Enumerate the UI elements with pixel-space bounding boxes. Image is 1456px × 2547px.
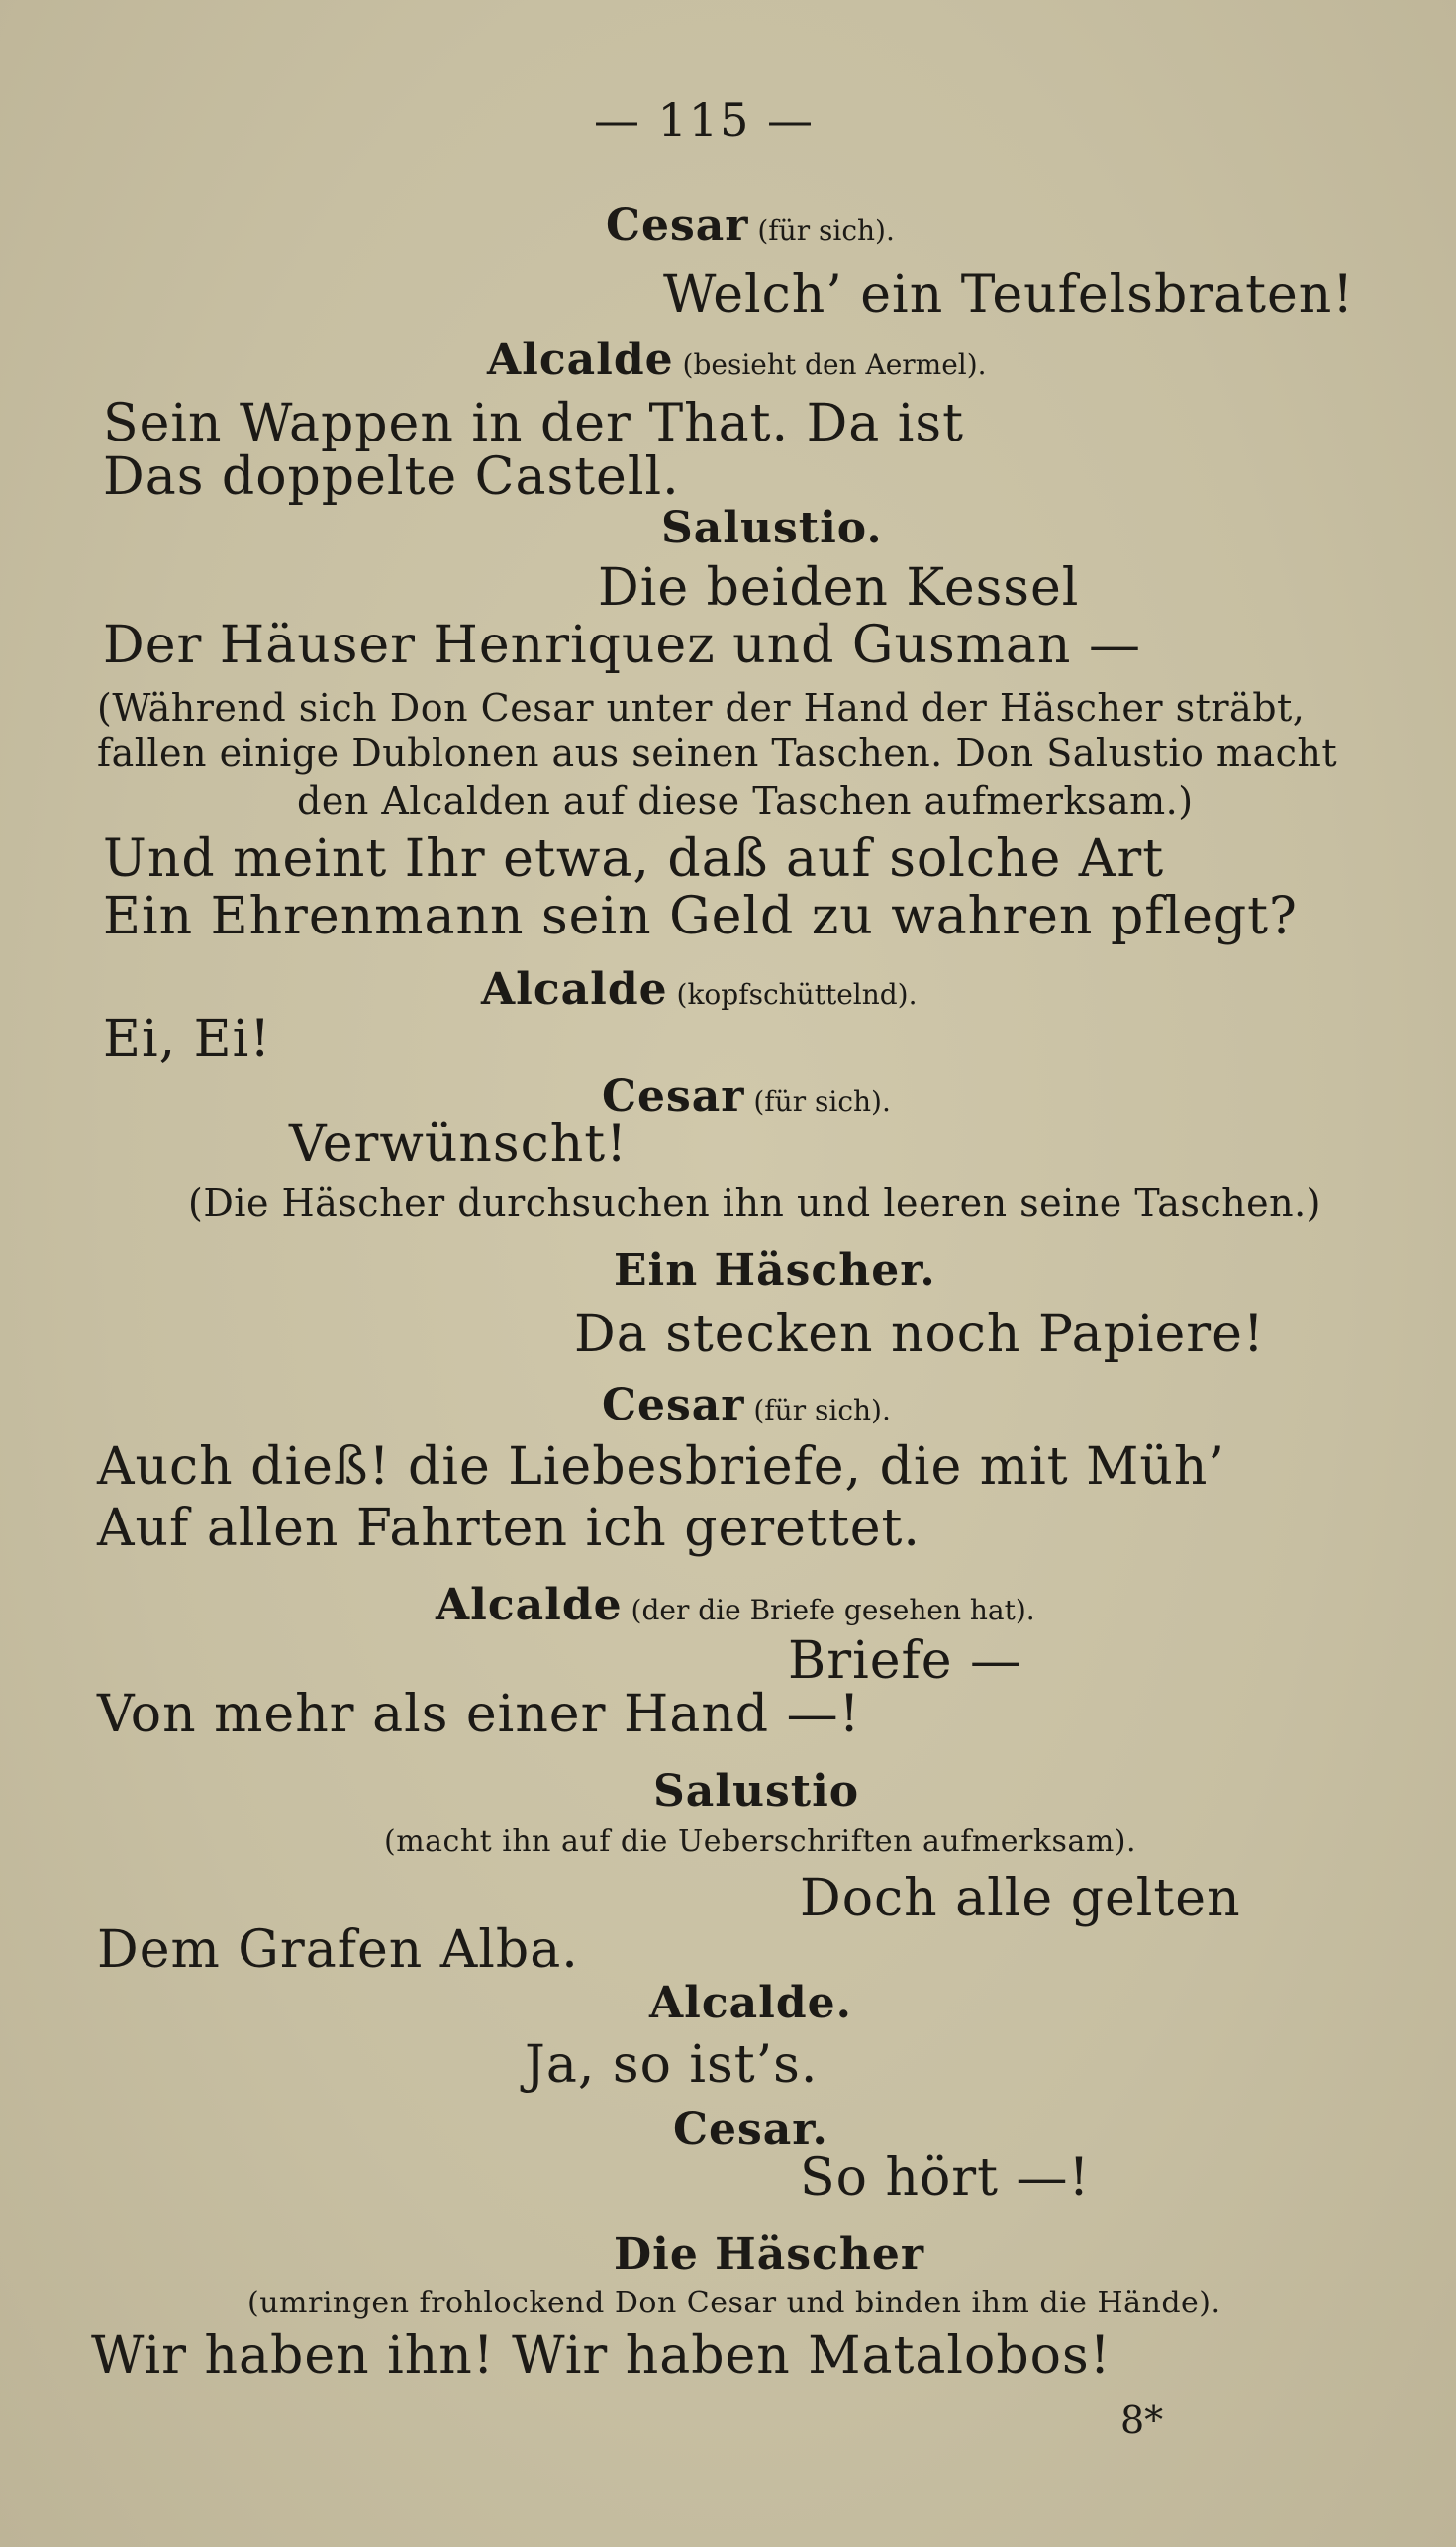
- stage-direction: (kopfschüttelnd).: [667, 978, 918, 1011]
- stage-direction: fallen einige Dublonen aus seinen Taschen. Don Salustio macht: [97, 732, 1338, 775]
- speaker-name: Die Häscher: [614, 2229, 924, 2280]
- verse-line: Briefe —: [788, 1631, 1023, 1691]
- speaker-name: Cesar.: [673, 2105, 828, 2155]
- verse-line: Die beiden Kessel: [598, 558, 1080, 618]
- verse-line: Und meint Ihr etwa, daß auf solche Art: [103, 830, 1165, 889]
- speaker-name: Salustio: [653, 1766, 860, 1816]
- verse-line: Auch dieß! die Liebesbriefe, die mit Müh’: [97, 1437, 1225, 1497]
- verse-line: So hört —!: [800, 2148, 1091, 2207]
- stage-direction: (Die Häscher durchsuchen ihn und leeren seine Taschen.): [188, 1181, 1322, 1225]
- verse-line: Ja, so ist’s.: [525, 2035, 819, 2095]
- speaker-heading: [606, 200, 895, 250]
- page-number: — 115 —: [594, 93, 816, 147]
- stage-direction: den Alcalden auf diese Taschen aufmerksam.): [297, 779, 1194, 823]
- stage-direction: (der die Briefe gesehen hat).: [622, 1594, 1035, 1626]
- speaker-name: Cesar: [606, 200, 749, 250]
- verse-line: Doch alle gelten: [800, 1869, 1241, 1928]
- speaker-name: Cesar: [602, 1071, 745, 1122]
- speaker-name: Alcalde: [436, 1580, 623, 1630]
- verse-line: Das doppelte Castell.: [103, 447, 680, 507]
- verse-line: Sein Wappen in der That. Da ist: [103, 394, 965, 453]
- verse-line: Dem Grafen Alba.: [97, 1920, 579, 1980]
- verse-line: Welch’ ein Teufelsbraten!: [663, 265, 1355, 325]
- speaker-name: Alcalde: [487, 335, 674, 385]
- speaker-name: Alcalde.: [649, 1978, 852, 2028]
- stage-direction: (macht ihn auf die Ueberschriften aufmerksam).: [384, 1824, 1137, 1859]
- verse-line: Der Häuser Henriquez und Gusman —: [103, 616, 1141, 675]
- verse-line: Verwünscht!: [289, 1115, 628, 1174]
- speaker-name: Ein Häscher.: [614, 1245, 936, 1296]
- stage-direction: (besieht den Aermel).: [673, 348, 987, 381]
- stage-direction: (Während sich Don Cesar unter der Hand der Häscher sträbt,: [97, 686, 1306, 730]
- speaker-heading: [602, 1071, 891, 1122]
- stage-direction: (umringen frohlockend Don Cesar und binden ihm die Hände).: [247, 2286, 1221, 2320]
- verse-line: Ei, Ei!: [103, 1010, 272, 1069]
- signature-mark: 8*: [1120, 2399, 1164, 2442]
- verse-line: Da stecken noch Papiere!: [574, 1305, 1265, 1364]
- speaker-heading: [436, 1580, 1035, 1630]
- speaker-heading: [602, 1380, 891, 1430]
- speaker-heading: [487, 335, 987, 385]
- speaker-name: Cesar: [602, 1380, 745, 1430]
- verse-line: Wir haben ihn! Wir haben Matalobos!: [91, 2326, 1112, 2386]
- speaker-heading: [481, 964, 918, 1015]
- verse-line: Von mehr als einer Hand —!: [97, 1685, 861, 1744]
- stage-direction: (für sich).: [744, 1085, 891, 1118]
- verse-line: Ein Ehrenmann sein Geld zu wahren pflegt?: [103, 887, 1298, 946]
- speaker-name: Alcalde: [481, 964, 668, 1015]
- speaker-name: Salustio.: [661, 503, 883, 553]
- verse-line: Auf allen Fahrten ich gerettet.: [97, 1499, 921, 1558]
- stage-direction: (für sich).: [748, 214, 895, 246]
- stage-direction: (für sich).: [744, 1394, 891, 1426]
